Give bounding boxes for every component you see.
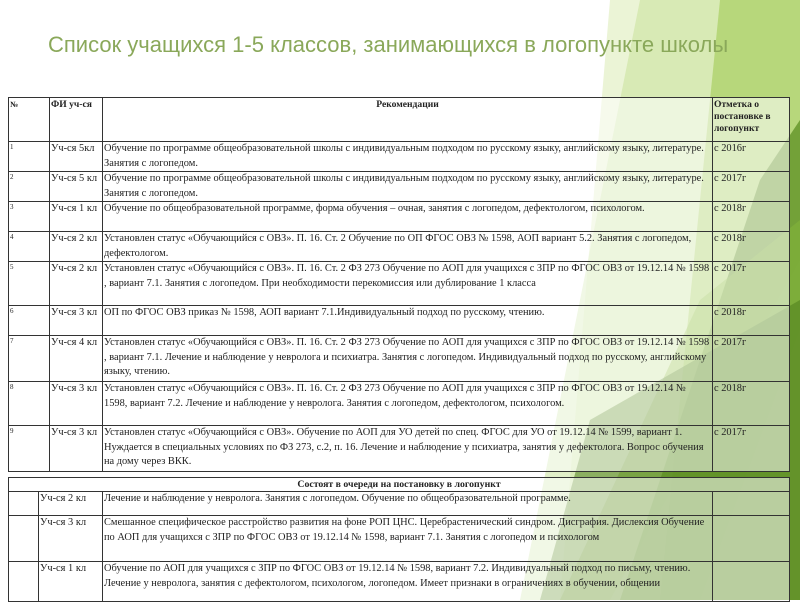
row-recommendation: Обучение по программе общеобразовательной школы с индивидуальным подходом по русскому языку, английскому языку, литературе. Занятия с логопедом. <box>103 172 713 202</box>
queue-spacer <box>9 562 39 602</box>
queue-recommendation: Обучение по АОП для учащихся с ЗПР по ФГОС ОВЗ от 19.12.14 № 1598, вариант 7.2. Индивидуальный подход по письму, чтению. Лечение у невролога, занятия с дефектологом, психологом, логопедом. Имеет признаки в ограничениях в обучении, общении <box>103 562 713 602</box>
queue-section-header-row <box>9 478 790 492</box>
queue-recommendation: Смешанное специфическое расстройство развития на фоне РОП ЦНС. Церебрастенический синдром. Дисграфия. Дислексия Обучение по АОП для учащихся с ЗПР по ФГОС ОВЗ от 19.12.14 № 1598, вариант 7.1. Занятия с логопедом и психологом <box>103 516 713 562</box>
row-name: Уч-ся 5кл <box>50 142 103 172</box>
table-row <box>9 172 790 202</box>
row-name: Уч-ся 5 кл <box>50 172 103 202</box>
row-mark: с 2017г <box>713 172 790 202</box>
students-table <box>8 97 790 472</box>
row-name: Уч-ся 3 кл <box>50 306 103 336</box>
row-mark: с 2018г <box>713 232 790 262</box>
queue-spacer <box>9 492 39 516</box>
table-row <box>9 262 790 306</box>
table-row <box>9 426 790 472</box>
queue-name: Уч-ся 2 кл <box>39 492 103 516</box>
row-name: Уч-ся 2 кл <box>50 232 103 262</box>
queue-section-header: Состоят в очереди на постановку в логопункт <box>9 478 790 492</box>
row-num: 1 <box>9 142 50 172</box>
row-recommendation: Установлен статус «Обучающийся с ОВЗ». Обучение по АОП для УО детей по спец. ФГОС для УО от 19.12.14 № 1599, вариант 1. Нуждается в специальных условиях по ФЗ 273, с.2, п. 16. Лечение и наблюдение у психиатра, занятия у дефектолога. Вопрос обучения на дому через ВКК. <box>103 426 713 472</box>
row-num: 8 <box>9 382 50 426</box>
table-row <box>9 306 790 336</box>
row-num: 4 <box>9 232 50 262</box>
queue-mark <box>713 562 790 602</box>
table-row <box>9 232 790 262</box>
row-name: Уч-ся 1 кл <box>50 202 103 232</box>
row-num: 7 <box>9 336 50 382</box>
queue-row <box>9 562 790 602</box>
row-num: 2 <box>9 172 50 202</box>
row-recommendation: Обучение по программе общеобразовательной школы с индивидуальным подходом по русскому языку, английскому языку, литературе. Занятия с логопедом. <box>103 142 713 172</box>
queue-name: Уч-ся 1 кл <box>39 562 103 602</box>
queue-name: Уч-ся 3 кл <box>39 516 103 562</box>
row-mark: с 2016г <box>713 142 790 172</box>
row-name: Уч-ся 2 кл <box>50 262 103 306</box>
row-num: 5 <box>9 262 50 306</box>
queue-row <box>9 492 790 516</box>
row-mark: с 2018г <box>713 382 790 426</box>
queue-row <box>9 516 790 562</box>
header-name: ФИ уч-ся <box>50 98 103 142</box>
row-recommendation: Обучение по общеобразовательной программе, форма обучения – очная, занятия с логопедом, дефектологом, психологом. <box>103 202 713 232</box>
row-mark: с 2017г <box>713 426 790 472</box>
table-row <box>9 382 790 426</box>
row-recommendation: Установлен статус «Обучающийся с ОВЗ». П. 16. Ст. 2 ФЗ 273 Обучение по АОП для учащихся с ЗПР по ФГОС ОВЗ от 19.12.14 № 1598, вариант 7.2. Лечение и наблюдение у невролога. Занятия с логопедом, дефектологом, психологом. <box>103 382 713 426</box>
row-mark: с 2018г <box>713 202 790 232</box>
row-name: Уч-ся 4 кл <box>50 336 103 382</box>
queue-recommendation: Лечение и наблюдение у невролога. Занятия с логопедом. Обучение по общеобразовательной программе. <box>103 492 713 516</box>
row-name: Уч-ся 3 кл <box>50 426 103 472</box>
row-mark: с 2017г <box>713 262 790 306</box>
row-recommendation: Установлен статус «Обучающийся с ОВЗ». П. 16. Ст. 2 Обучение по ОП ФГОС ОВЗ № 1598, АОП вариант 5.2. Занятия с логопедом, дефектологом. <box>103 232 713 262</box>
queue-table <box>8 477 790 602</box>
row-recommendation: ОП по ФГОС ОВЗ приказ № 1598, АОП вариант 7.1.Индивидуальный подход по русскому, чтению. <box>103 306 713 336</box>
row-mark: с 2017г <box>713 336 790 382</box>
row-num: 9 <box>9 426 50 472</box>
row-recommendation: Установлен статус «Обучающийся с ОВЗ». П. 16. Ст. 2 ФЗ 273 Обучение по АОП для учащихся с ЗПР по ФГОС ОВЗ от 19.12.14 № 1598 , вариант 7.1. Лечение и наблюдение у невролога и психиатра. Занятия с логопедом. Индивидуальный подход по русскому, английскому языку, чтению. <box>103 336 713 382</box>
table-row <box>9 142 790 172</box>
row-num: 6 <box>9 306 50 336</box>
header-num: № <box>9 98 50 142</box>
row-mark: с 2018г <box>713 306 790 336</box>
row-num: 3 <box>9 202 50 232</box>
table-row <box>9 336 790 382</box>
queue-mark <box>713 516 790 562</box>
table-row <box>9 202 790 232</box>
page-title: Список учащихся 1-5 классов, занимающихся в логопункте школы <box>48 32 729 57</box>
table-header-row <box>9 98 790 142</box>
header-recommendations: Рекомендации <box>103 98 713 142</box>
queue-mark <box>713 492 790 516</box>
row-recommendation: Установлен статус «Обучающийся с ОВЗ». П. 16. Ст. 2 ФЗ 273 Обучение по АОП для учащихся с ЗПР по ФГОС ОВЗ от 19.12.14 № 1598 , вариант 7.1. Занятия с логопедом. При необходимости перекомиссия или дублирование 1 класса <box>103 262 713 306</box>
header-mark: Отметка о постановке в логопункт <box>713 98 790 142</box>
row-name: Уч-ся 3 кл <box>50 382 103 426</box>
queue-spacer <box>9 516 39 562</box>
